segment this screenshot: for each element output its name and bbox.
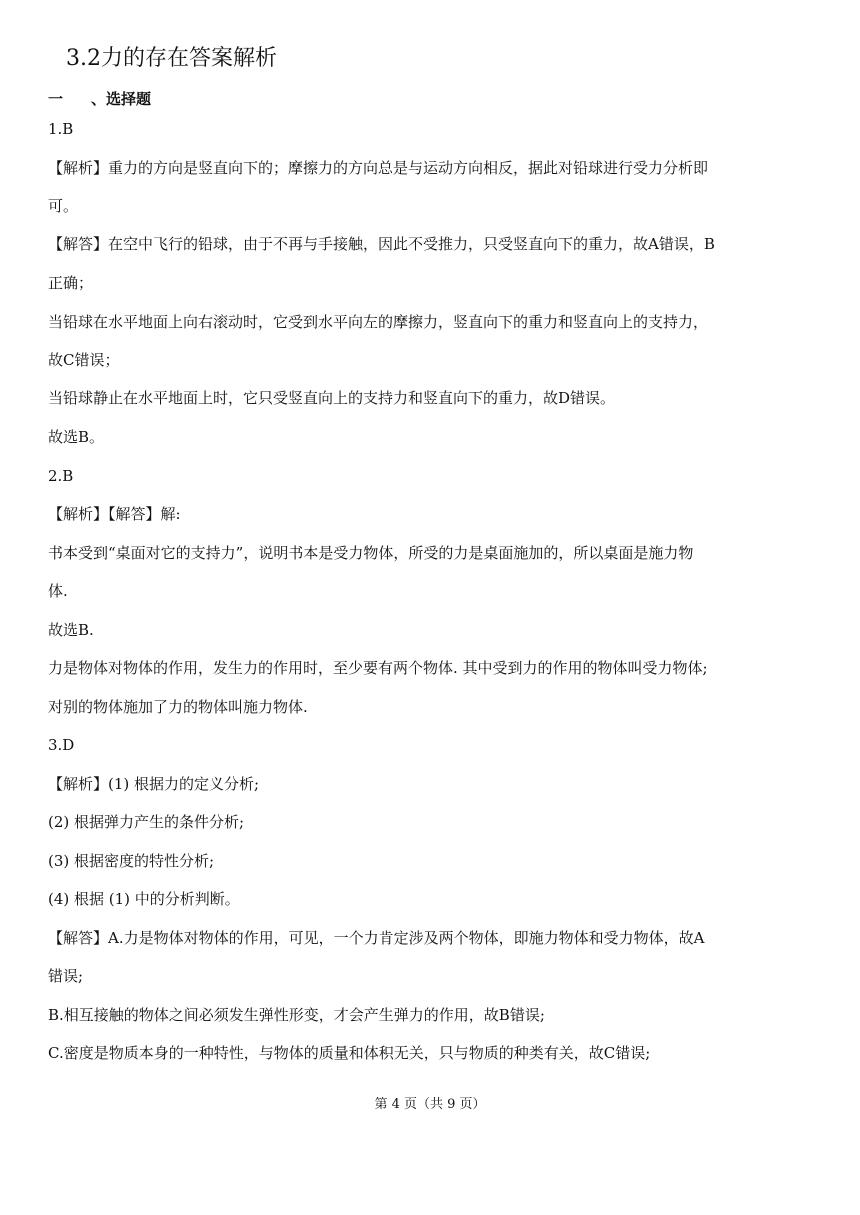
answer-line: 2.B: [48, 467, 74, 485]
answer-line: B.相互接触的物体之间必须发生弹性形变，才会产生弹力的作用，故B错误;: [48, 1006, 545, 1024]
answer-line: 对别的物体施加了力的物体叫施力物体.: [48, 698, 308, 716]
answer-line: C.密度是物质本身的一种特性，与物体的质量和体积无关，只与物质的种类有关，故C错误;: [48, 1044, 651, 1062]
page-footer: 第 4 页（共 9 页）: [374, 1097, 486, 1112]
answer-line: 书本受到“桌面对它的支持力”，说明书本是受力物体，所受的力是桌面施加的，所以桌面是施力物: [48, 544, 694, 562]
answer-line: 体.: [48, 582, 68, 600]
answer-line: 【解析】【解答】解:: [48, 505, 181, 523]
answer-line: 当铅球静止在水平地面上时，它只受竖直向上的支持力和竖直向下的重力，故D错误。: [48, 389, 616, 407]
answer-line: 故选B。: [48, 428, 105, 446]
answer-line: 【解析】重力的方向是竖直向下的；摩擦力的方向总是与运动方向相反，据此对铅球进行受力分析即: [48, 159, 709, 177]
answer-line: 【解答】A.力是物体对物体的作用，可见，一个力肯定涉及两个物体，即施力物体和受力物体，故A: [48, 929, 705, 947]
section-heading: [48, 88, 151, 110]
answer-line: 3.D: [48, 736, 75, 754]
answer-line: 故选B.: [48, 621, 94, 639]
answer-line: 故C错误；: [48, 351, 120, 369]
answer-line: 力是物体对物体的作用，发生力的作用时，至少要有两个物体. 其中受到力的作用的物体叫受力物体;: [48, 659, 708, 677]
page-title: 3.2力的存在答案解析: [66, 46, 277, 71]
answer-line: 可。: [48, 197, 79, 215]
answer-line: 1.B: [48, 120, 74, 138]
answer-line: (3) 根据密度的特性分析;: [48, 852, 215, 870]
answer-line: 正确；: [48, 274, 94, 292]
answer-line: (2) 根据弹力产生的条件分析;: [48, 813, 245, 831]
answer-line: 当铅球在水平地面上向右滚动时，它受到水平向左的摩擦力，竖直向下的重力和竖直向上的支持力，: [48, 313, 709, 331]
section-label: 、选择题: [91, 90, 152, 108]
answer-line: 【解答】在空中飞行的铅球，由于不再与手接触，因此不受推力，只受竖直向下的重力，故A错误，B: [48, 235, 715, 253]
answer-line: (4) 根据 (1) 中的分析判断。: [48, 890, 240, 908]
section-number: 一: [48, 90, 64, 108]
answer-line: 【解析】(1) 根据力的定义分析;: [48, 775, 260, 793]
answer-line: 错误;: [48, 967, 84, 985]
